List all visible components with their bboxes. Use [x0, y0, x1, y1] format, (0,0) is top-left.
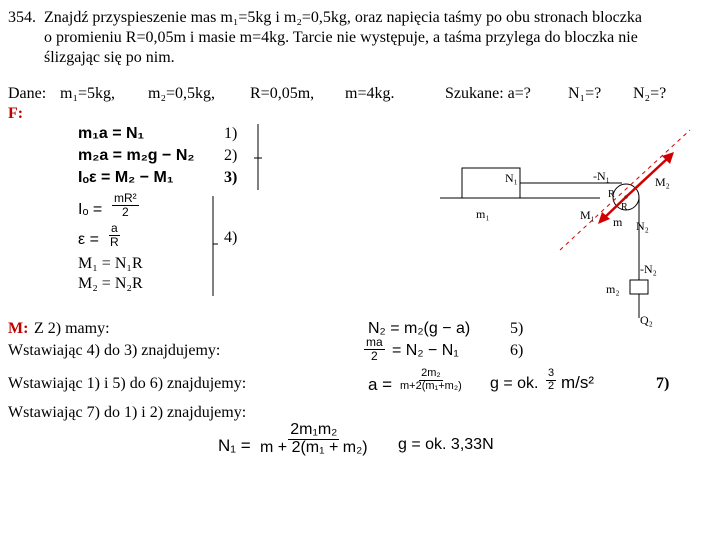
equation-6-rhs: = N₂ − N₁ [392, 342, 459, 359]
epsilon-lhs: ε = [78, 231, 99, 248]
label-m1: m₁ [476, 207, 490, 221]
label-N2: N₂ [636, 219, 649, 233]
label-M1: M₁ [580, 208, 595, 222]
inertia-denominator: 2 [121, 204, 129, 219]
sought-N1: N₁=? [568, 85, 602, 102]
problem-number: 354. [8, 9, 36, 26]
equation-1-number: 1) [224, 125, 238, 142]
label-minus-N2: -N₂ [640, 262, 657, 276]
label-N1: N₁ [505, 171, 518, 185]
given-m: m=4kg. [345, 85, 395, 102]
torque-M1: M₁ = N₁R [78, 255, 143, 272]
N1-result-rhs: g = ok. 3,33N [398, 436, 494, 453]
given-label: Dane: [8, 85, 47, 102]
inertia-lhs: Iₒ = [78, 201, 103, 218]
equation-2-number: 2) [224, 147, 238, 164]
equation-7-lhs: a = [368, 375, 393, 394]
label-Q2: Q₂ [640, 313, 653, 327]
equation-2: m₂a = m₂g − N₂ [78, 147, 195, 164]
sought-label: Szukane: a=? [445, 85, 531, 102]
block-m2 [630, 280, 648, 294]
problem-line-1: Znajdź przyspieszenie mas m₁=5kg i m₂=0,5kg, oraz napięcia taśmy po obu stronach bloczka [44, 9, 642, 26]
equation-4-number: 4) [224, 229, 238, 246]
equation-7-value-numerator: 3 [548, 367, 555, 379]
equation-6-denominator: 2 [370, 348, 378, 363]
equation-5-number: 5) [510, 320, 524, 337]
label-M2: M₂ [655, 175, 670, 189]
equation-1: m₁a = N₁ [78, 125, 145, 142]
equation-5: N₂ = m₂(g − a) [368, 320, 471, 337]
label-m2: m₂ [606, 282, 620, 296]
given-m1: m₁=5kg, [60, 85, 116, 102]
substitute-7-into-1-2-text: Wstawiając 7) do 1) i 2) znajdujemy: [8, 404, 247, 421]
sought-N2: N₂=? [633, 85, 667, 102]
N1-result-lhs: N₁ = [218, 436, 251, 455]
dashed-reference-line [560, 130, 690, 250]
given-m2: m₂=0,5kg, [148, 85, 216, 102]
equation-6-number: 6) [510, 342, 524, 359]
label-R-2: R [621, 202, 628, 213]
substitute-1-5-into-6-text: Wstawiając 1) i 5) do 6) znajdujemy: [8, 375, 247, 392]
substitute-4-into-3-text: Wstawiając 4) do 3) znajdujemy: [8, 342, 221, 359]
physics-label: F: [8, 105, 24, 122]
label-minus-N1: -N₁ [593, 169, 610, 183]
given-R: R=0,05m, [250, 85, 315, 102]
N1-result-numerator: 2m₁m₂ [290, 421, 338, 438]
equation-7-numerator: 2m₂ [421, 367, 441, 379]
label-m-pulley: m [613, 215, 623, 229]
equation-3-number: 3) [224, 169, 238, 186]
torque-M2: M₂ = N₂R [78, 275, 143, 292]
equation-7-value-denominator: 2 [548, 379, 555, 392]
from-eq2-text: Z 2) mamy: [34, 320, 110, 337]
equation-7-unit: m/s² [561, 373, 595, 392]
inertia-numerator: mR² [114, 191, 137, 205]
equation-7-denominator: m+2(m₁+m₂) [400, 379, 462, 392]
equation-3: Iₒε = M₂ − M₁ [78, 169, 174, 186]
problem-line-2: o promieniu R=0,05m i masie m=4kg. Tarcie nie występuje, a taśma przylega do bloczka nie [44, 29, 638, 46]
equation-7-number: 7) [656, 375, 670, 392]
problem-line-3: ślizgając się po nim. [44, 49, 175, 66]
equation-6-numerator: ma [366, 335, 383, 349]
label-R-1: R [608, 189, 615, 200]
N1-result-denominator: m + 2(m₁ + m₂) [260, 438, 368, 456]
equation-7-rhs: g = ok. [490, 375, 539, 392]
epsilon-numerator: a [110, 221, 118, 235]
math-label: M: [8, 320, 29, 337]
epsilon-denominator: R [110, 234, 119, 249]
